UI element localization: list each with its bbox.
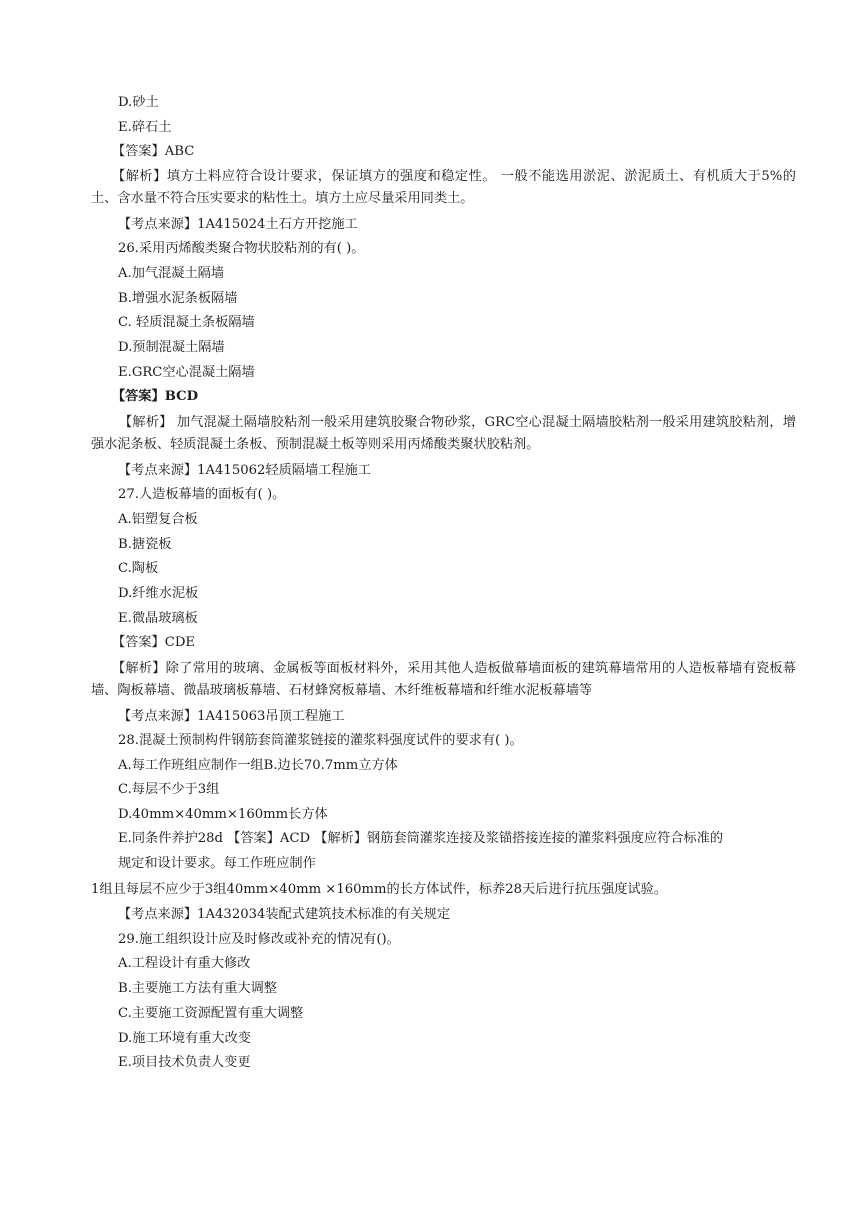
- option-c: C.每层不少于3组: [118, 782, 220, 797]
- answer: 【答案】CDE: [112, 635, 196, 650]
- option-c: C.主要施工资源配置有重大调整: [118, 1006, 304, 1021]
- explanation: 【解析】除了常用的玻璃、金属板等面板材料外，采用其他人造板做幕墙面板的建筑幕墙常用的人造板幕墙有瓷板幕墙、陶板幕墙、微晶玻璃板幕墙、石材蜂窝板幕墙、木纤维板幕墙和纤维水泥板幕墙等: [91, 661, 796, 698]
- option-b: B.搪瓷板: [118, 537, 172, 552]
- question-26: 26.采用丙烯酸类聚合物状胶粘剂的有( )。: [118, 241, 365, 256]
- option-c: C.陶板: [118, 561, 159, 576]
- explanation: 【解析】 加气混凝土隔墙胶粘剂一般采用建筑胶聚合物砂浆，GRC空心混凝土隔墙胶粘剂一般采用建筑胶粘剂，增强水泥条板、轻质混凝土条板、预制混凝土板等则采用丙烯酸类聚状胶粘剂。: [91, 415, 796, 452]
- option-d: D.预制混凝土隔墙: [118, 340, 225, 355]
- option-e: E.GRC空心混凝土隔墙: [118, 365, 255, 380]
- source: 【考点来源】1A415062轻质隔墙工程施工: [118, 463, 371, 478]
- explanation-continued: 规定和设计要求。每工作班应制作: [118, 856, 316, 871]
- question-29: 29.施工组织设计应及时修改或补充的情况有()。: [118, 932, 400, 947]
- option-e: E.微晶玻璃板: [118, 611, 198, 626]
- option-d: D.40mm×40mm×160mm长方体: [118, 807, 328, 822]
- option-d: D.纤维水泥板: [118, 586, 199, 601]
- answer: 【答案】ABC: [112, 144, 195, 159]
- option-e: E.项目技术负责人变更: [118, 1055, 251, 1070]
- source: 【考点来源】1A432034装配式建筑技术标准的有关规定: [118, 907, 451, 922]
- option-a: A.加气混凝土隔墙: [118, 266, 225, 281]
- option-a: A.铝塑复合板: [118, 512, 198, 527]
- option-c: C. 轻质混凝土条板隔墙: [118, 315, 255, 330]
- answer: 【答案】BCD: [112, 389, 199, 404]
- option-d: D.砂土: [118, 95, 159, 110]
- option-d: D.施工环境有重大改变: [118, 1031, 251, 1046]
- option-b: B.增强水泥条板隔墙: [118, 291, 238, 306]
- source: 【考点来源】1A415024土石方开挖施工: [118, 217, 358, 232]
- option-a: A.工程设计有重大修改: [118, 956, 251, 971]
- explanation: 【解析】填方土料应符合设计要求，保证填方的强度和稳定性。 一般不能选用淤泥、淤泥质土、有机质大于5%的土、含水量不符合压实要求的粘性土。填方土应尽量采用同类土。: [91, 169, 796, 206]
- option-e: E.碎石土: [118, 120, 172, 135]
- option-e-answer: E.同条件养护28d 【答案】ACD 【解析】钢筋套筒灌浆连接及浆锚搭接连接的灌浆料强度应符合标准的: [118, 831, 724, 846]
- question-27: 27.人造板幕墙的面板有( )。: [118, 487, 286, 502]
- question-28: 28.混凝土预制构件钢筋套筒灌浆链接的灌浆料强度试件的要求有( )。: [118, 733, 523, 748]
- source: 【考点来源】1A415063吊顶工程施工: [118, 709, 345, 724]
- explanation-continued: 1组且每层不应少于3组40mm×40mm ×160mm的长方体试件，标养28天后进行抗压强度试验。: [91, 882, 668, 897]
- option-a-b: A.每工作班组应制作一组B.边长70.7mm立方体: [118, 758, 398, 773]
- option-b: B.主要施工方法有重大调整: [118, 981, 277, 996]
